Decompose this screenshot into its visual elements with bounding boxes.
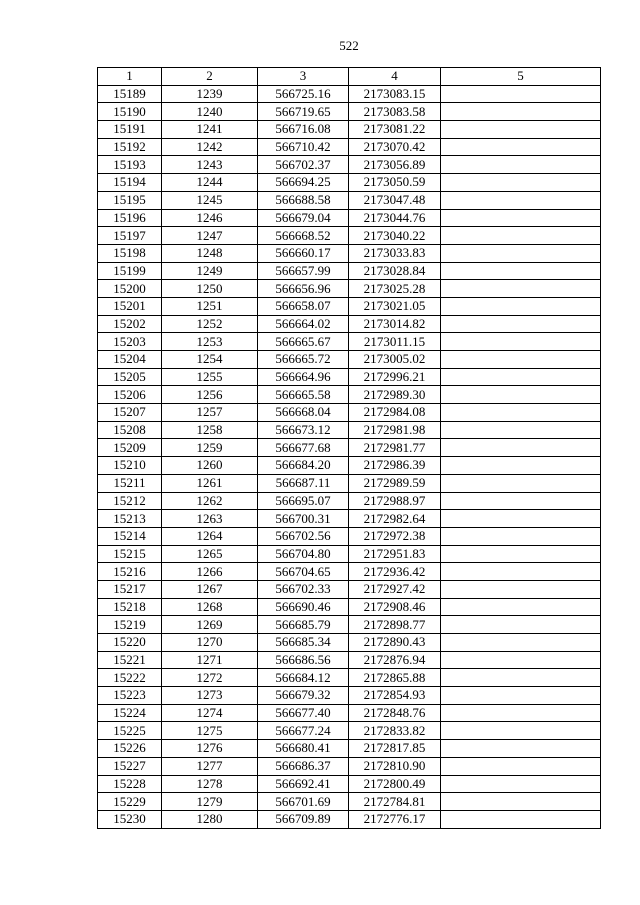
index-cell: 1259 bbox=[162, 439, 258, 457]
table-row bbox=[98, 121, 601, 139]
y-coordinate-cell: 2173081.22 bbox=[349, 121, 441, 139]
y-coordinate-cell: 2172927.42 bbox=[349, 580, 441, 598]
y-coordinate-cell: 2172800.49 bbox=[349, 775, 441, 793]
table-row bbox=[98, 580, 601, 598]
point-number-cell: 15209 bbox=[98, 439, 162, 457]
y-coordinate-cell: 2173056.89 bbox=[349, 156, 441, 174]
table-header bbox=[98, 68, 601, 86]
y-coordinate-cell: 2173044.76 bbox=[349, 209, 441, 227]
note-cell bbox=[441, 580, 601, 598]
y-coordinate-cell: 2173083.15 bbox=[349, 85, 441, 103]
index-cell: 1257 bbox=[162, 404, 258, 422]
x-coordinate-cell: 566677.40 bbox=[258, 704, 349, 722]
y-coordinate-cell: 2172890.43 bbox=[349, 634, 441, 652]
index-cell: 1251 bbox=[162, 297, 258, 315]
table-row bbox=[98, 386, 601, 404]
y-coordinate-cell: 2173025.28 bbox=[349, 280, 441, 298]
table-row bbox=[98, 262, 601, 280]
y-coordinate-cell: 2173033.83 bbox=[349, 244, 441, 262]
x-coordinate-cell: 566680.41 bbox=[258, 740, 349, 758]
index-cell: 1248 bbox=[162, 244, 258, 262]
note-cell bbox=[441, 156, 601, 174]
index-cell: 1277 bbox=[162, 757, 258, 775]
column-header-2: 2 bbox=[162, 68, 258, 86]
point-number-cell: 15214 bbox=[98, 527, 162, 545]
table-row bbox=[98, 474, 601, 492]
index-cell: 1264 bbox=[162, 527, 258, 545]
index-cell: 1267 bbox=[162, 580, 258, 598]
x-coordinate-cell: 566688.58 bbox=[258, 191, 349, 209]
index-cell: 1280 bbox=[162, 810, 258, 828]
table-row bbox=[98, 103, 601, 121]
note-cell bbox=[441, 757, 601, 775]
table-row bbox=[98, 722, 601, 740]
index-cell: 1268 bbox=[162, 598, 258, 616]
point-number-cell: 15227 bbox=[98, 757, 162, 775]
x-coordinate-cell: 566657.99 bbox=[258, 262, 349, 280]
x-coordinate-cell: 566710.42 bbox=[258, 138, 349, 156]
note-cell bbox=[441, 244, 601, 262]
note-cell bbox=[441, 404, 601, 422]
y-coordinate-cell: 2173005.02 bbox=[349, 351, 441, 369]
note-cell bbox=[441, 209, 601, 227]
point-number-cell: 15225 bbox=[98, 722, 162, 740]
table-row bbox=[98, 315, 601, 333]
point-number-cell: 15200 bbox=[98, 280, 162, 298]
index-cell: 1244 bbox=[162, 174, 258, 192]
index-cell: 1274 bbox=[162, 704, 258, 722]
y-coordinate-cell: 2172908.46 bbox=[349, 598, 441, 616]
table-body bbox=[98, 85, 601, 828]
note-cell bbox=[441, 634, 601, 652]
note-cell bbox=[441, 740, 601, 758]
point-number-cell: 15189 bbox=[98, 85, 162, 103]
point-number-cell: 15212 bbox=[98, 492, 162, 510]
y-coordinate-cell: 2172776.17 bbox=[349, 810, 441, 828]
index-cell: 1240 bbox=[162, 103, 258, 121]
index-cell: 1254 bbox=[162, 351, 258, 369]
note-cell bbox=[441, 616, 601, 634]
x-coordinate-cell: 566664.96 bbox=[258, 368, 349, 386]
point-number-cell: 15196 bbox=[98, 209, 162, 227]
point-number-cell: 15224 bbox=[98, 704, 162, 722]
x-coordinate-cell: 566690.46 bbox=[258, 598, 349, 616]
table-row bbox=[98, 227, 601, 245]
x-coordinate-cell: 566709.89 bbox=[258, 810, 349, 828]
y-coordinate-cell: 2172986.39 bbox=[349, 457, 441, 475]
index-cell: 1249 bbox=[162, 262, 258, 280]
table-row bbox=[98, 333, 601, 351]
y-coordinate-cell: 2172865.88 bbox=[349, 669, 441, 687]
x-coordinate-cell: 566665.58 bbox=[258, 386, 349, 404]
note-cell bbox=[441, 262, 601, 280]
point-number-cell: 15223 bbox=[98, 687, 162, 705]
table-row bbox=[98, 156, 601, 174]
x-coordinate-cell: 566658.07 bbox=[258, 297, 349, 315]
note-cell bbox=[441, 174, 601, 192]
note-cell bbox=[441, 421, 601, 439]
index-cell: 1272 bbox=[162, 669, 258, 687]
index-cell: 1243 bbox=[162, 156, 258, 174]
y-coordinate-cell: 2173050.59 bbox=[349, 174, 441, 192]
index-cell: 1270 bbox=[162, 634, 258, 652]
table-row bbox=[98, 687, 601, 705]
x-coordinate-cell: 566668.52 bbox=[258, 227, 349, 245]
table-row bbox=[98, 244, 601, 262]
note-cell bbox=[441, 386, 601, 404]
index-cell: 1239 bbox=[162, 85, 258, 103]
y-coordinate-cell: 2172854.93 bbox=[349, 687, 441, 705]
table-row bbox=[98, 351, 601, 369]
index-cell: 1278 bbox=[162, 775, 258, 793]
x-coordinate-cell: 566695.07 bbox=[258, 492, 349, 510]
point-number-cell: 15197 bbox=[98, 227, 162, 245]
point-number-cell: 15229 bbox=[98, 793, 162, 811]
point-number-cell: 15198 bbox=[98, 244, 162, 262]
note-cell bbox=[441, 227, 601, 245]
x-coordinate-cell: 566701.69 bbox=[258, 793, 349, 811]
index-cell: 1265 bbox=[162, 545, 258, 563]
y-coordinate-cell: 2172981.98 bbox=[349, 421, 441, 439]
index-cell: 1273 bbox=[162, 687, 258, 705]
table-row bbox=[98, 457, 601, 475]
point-number-cell: 15205 bbox=[98, 368, 162, 386]
table-row bbox=[98, 421, 601, 439]
table-row bbox=[98, 616, 601, 634]
y-coordinate-cell: 2173070.42 bbox=[349, 138, 441, 156]
table-row bbox=[98, 439, 601, 457]
x-coordinate-cell: 566704.65 bbox=[258, 563, 349, 581]
point-number-cell: 15191 bbox=[98, 121, 162, 139]
table-row bbox=[98, 793, 601, 811]
point-number-cell: 15217 bbox=[98, 580, 162, 598]
y-coordinate-cell: 2172996.21 bbox=[349, 368, 441, 386]
table-row bbox=[98, 85, 601, 103]
note-cell bbox=[441, 527, 601, 545]
y-coordinate-cell: 2173021.05 bbox=[349, 297, 441, 315]
index-cell: 1271 bbox=[162, 651, 258, 669]
x-coordinate-cell: 566704.80 bbox=[258, 545, 349, 563]
x-coordinate-cell: 566716.08 bbox=[258, 121, 349, 139]
note-cell bbox=[441, 351, 601, 369]
note-cell bbox=[441, 722, 601, 740]
y-coordinate-cell: 2173028.84 bbox=[349, 262, 441, 280]
x-coordinate-cell: 566687.11 bbox=[258, 474, 349, 492]
note-cell bbox=[441, 85, 601, 103]
note-cell bbox=[441, 492, 601, 510]
header-row bbox=[98, 68, 601, 86]
point-number-cell: 15207 bbox=[98, 404, 162, 422]
note-cell bbox=[441, 103, 601, 121]
table-row bbox=[98, 209, 601, 227]
column-header-4: 4 bbox=[349, 68, 441, 86]
x-coordinate-cell: 566668.04 bbox=[258, 404, 349, 422]
table-row bbox=[98, 704, 601, 722]
y-coordinate-cell: 2173014.82 bbox=[349, 315, 441, 333]
x-coordinate-cell: 566725.16 bbox=[258, 85, 349, 103]
note-cell bbox=[441, 687, 601, 705]
table-row bbox=[98, 669, 601, 687]
index-cell: 1253 bbox=[162, 333, 258, 351]
x-coordinate-cell: 566673.12 bbox=[258, 421, 349, 439]
column-header-1: 1 bbox=[98, 68, 162, 86]
note-cell bbox=[441, 368, 601, 386]
point-number-cell: 15195 bbox=[98, 191, 162, 209]
x-coordinate-cell: 566702.33 bbox=[258, 580, 349, 598]
index-cell: 1260 bbox=[162, 457, 258, 475]
point-number-cell: 15202 bbox=[98, 315, 162, 333]
point-number-cell: 15210 bbox=[98, 457, 162, 475]
index-cell: 1242 bbox=[162, 138, 258, 156]
table-row bbox=[98, 545, 601, 563]
point-number-cell: 15190 bbox=[98, 103, 162, 121]
x-coordinate-cell: 566692.41 bbox=[258, 775, 349, 793]
index-cell: 1269 bbox=[162, 616, 258, 634]
table-row bbox=[98, 757, 601, 775]
index-cell: 1250 bbox=[162, 280, 258, 298]
x-coordinate-cell: 566665.67 bbox=[258, 333, 349, 351]
point-number-cell: 15203 bbox=[98, 333, 162, 351]
x-coordinate-cell: 566679.04 bbox=[258, 209, 349, 227]
point-number-cell: 15222 bbox=[98, 669, 162, 687]
y-coordinate-cell: 2173040.22 bbox=[349, 227, 441, 245]
x-coordinate-cell: 566684.12 bbox=[258, 669, 349, 687]
index-cell: 1279 bbox=[162, 793, 258, 811]
x-coordinate-cell: 566700.31 bbox=[258, 510, 349, 528]
point-number-cell: 15219 bbox=[98, 616, 162, 634]
table-row bbox=[98, 297, 601, 315]
index-cell: 1245 bbox=[162, 191, 258, 209]
point-number-cell: 15211 bbox=[98, 474, 162, 492]
note-cell bbox=[441, 191, 601, 209]
y-coordinate-cell: 2172848.76 bbox=[349, 704, 441, 722]
y-coordinate-cell: 2172898.77 bbox=[349, 616, 441, 634]
note-cell bbox=[441, 810, 601, 828]
point-number-cell: 15192 bbox=[98, 138, 162, 156]
x-coordinate-cell: 566685.79 bbox=[258, 616, 349, 634]
point-number-cell: 15228 bbox=[98, 775, 162, 793]
x-coordinate-cell: 566719.65 bbox=[258, 103, 349, 121]
note-cell bbox=[441, 545, 601, 563]
y-coordinate-cell: 2172972.38 bbox=[349, 527, 441, 545]
x-coordinate-cell: 566684.20 bbox=[258, 457, 349, 475]
table-row bbox=[98, 138, 601, 156]
x-coordinate-cell: 566702.56 bbox=[258, 527, 349, 545]
index-cell: 1246 bbox=[162, 209, 258, 227]
table-row bbox=[98, 404, 601, 422]
y-coordinate-cell: 2172988.97 bbox=[349, 492, 441, 510]
point-number-cell: 15199 bbox=[98, 262, 162, 280]
note-cell bbox=[441, 457, 601, 475]
index-cell: 1247 bbox=[162, 227, 258, 245]
y-coordinate-cell: 2172817.85 bbox=[349, 740, 441, 758]
table-row bbox=[98, 651, 601, 669]
table-row bbox=[98, 810, 601, 828]
note-cell bbox=[441, 598, 601, 616]
table-row bbox=[98, 775, 601, 793]
note-cell bbox=[441, 121, 601, 139]
point-number-cell: 15230 bbox=[98, 810, 162, 828]
table-row bbox=[98, 174, 601, 192]
index-cell: 1256 bbox=[162, 386, 258, 404]
y-coordinate-cell: 2172876.94 bbox=[349, 651, 441, 669]
x-coordinate-cell: 566686.56 bbox=[258, 651, 349, 669]
point-number-cell: 15204 bbox=[98, 351, 162, 369]
table-row bbox=[98, 492, 601, 510]
note-cell bbox=[441, 297, 601, 315]
y-coordinate-cell: 2172989.59 bbox=[349, 474, 441, 492]
x-coordinate-cell: 566702.37 bbox=[258, 156, 349, 174]
y-coordinate-cell: 2172784.81 bbox=[349, 793, 441, 811]
table-row bbox=[98, 368, 601, 386]
table-row bbox=[98, 598, 601, 616]
index-cell: 1252 bbox=[162, 315, 258, 333]
note-cell bbox=[441, 793, 601, 811]
x-coordinate-cell: 566685.34 bbox=[258, 634, 349, 652]
x-coordinate-cell: 566677.24 bbox=[258, 722, 349, 740]
table-row bbox=[98, 510, 601, 528]
table-row bbox=[98, 527, 601, 545]
index-cell: 1276 bbox=[162, 740, 258, 758]
point-number-cell: 15220 bbox=[98, 634, 162, 652]
y-coordinate-cell: 2172833.82 bbox=[349, 722, 441, 740]
note-cell bbox=[441, 510, 601, 528]
point-number-cell: 15216 bbox=[98, 563, 162, 581]
note-cell bbox=[441, 138, 601, 156]
column-header-5: 5 bbox=[441, 68, 601, 86]
point-number-cell: 15208 bbox=[98, 421, 162, 439]
index-cell: 1275 bbox=[162, 722, 258, 740]
x-coordinate-cell: 566664.02 bbox=[258, 315, 349, 333]
y-coordinate-cell: 2172982.64 bbox=[349, 510, 441, 528]
x-coordinate-cell: 566679.32 bbox=[258, 687, 349, 705]
y-coordinate-cell: 2173011.15 bbox=[349, 333, 441, 351]
point-number-cell: 15226 bbox=[98, 740, 162, 758]
note-cell bbox=[441, 651, 601, 669]
y-coordinate-cell: 2173083.58 bbox=[349, 103, 441, 121]
note-cell bbox=[441, 669, 601, 687]
x-coordinate-cell: 566656.96 bbox=[258, 280, 349, 298]
index-cell: 1266 bbox=[162, 563, 258, 581]
note-cell bbox=[441, 280, 601, 298]
x-coordinate-cell: 566694.25 bbox=[258, 174, 349, 192]
x-coordinate-cell: 566677.68 bbox=[258, 439, 349, 457]
y-coordinate-cell: 2172810.90 bbox=[349, 757, 441, 775]
table-row bbox=[98, 280, 601, 298]
note-cell bbox=[441, 333, 601, 351]
y-coordinate-cell: 2172981.77 bbox=[349, 439, 441, 457]
y-coordinate-cell: 2173047.48 bbox=[349, 191, 441, 209]
point-number-cell: 15193 bbox=[98, 156, 162, 174]
note-cell bbox=[441, 474, 601, 492]
table-row bbox=[98, 740, 601, 758]
coordinates-table bbox=[97, 67, 601, 829]
index-cell: 1263 bbox=[162, 510, 258, 528]
point-number-cell: 15221 bbox=[98, 651, 162, 669]
point-number-cell: 15218 bbox=[98, 598, 162, 616]
page-number: 522 bbox=[339, 38, 359, 53]
note-cell bbox=[441, 563, 601, 581]
index-cell: 1258 bbox=[162, 421, 258, 439]
x-coordinate-cell: 566665.72 bbox=[258, 351, 349, 369]
table-row bbox=[98, 563, 601, 581]
index-cell: 1255 bbox=[162, 368, 258, 386]
note-cell bbox=[441, 775, 601, 793]
y-coordinate-cell: 2172951.83 bbox=[349, 545, 441, 563]
index-cell: 1261 bbox=[162, 474, 258, 492]
point-number-cell: 15201 bbox=[98, 297, 162, 315]
y-coordinate-cell: 2172936.42 bbox=[349, 563, 441, 581]
table-row bbox=[98, 191, 601, 209]
point-number-cell: 15215 bbox=[98, 545, 162, 563]
index-cell: 1241 bbox=[162, 121, 258, 139]
x-coordinate-cell: 566686.37 bbox=[258, 757, 349, 775]
note-cell bbox=[441, 439, 601, 457]
y-coordinate-cell: 2172984.08 bbox=[349, 404, 441, 422]
point-number-cell: 15206 bbox=[98, 386, 162, 404]
point-number-cell: 15194 bbox=[98, 174, 162, 192]
column-header-3: 3 bbox=[258, 68, 349, 86]
y-coordinate-cell: 2172989.30 bbox=[349, 386, 441, 404]
table-row bbox=[98, 634, 601, 652]
note-cell bbox=[441, 315, 601, 333]
note-cell bbox=[441, 704, 601, 722]
index-cell: 1262 bbox=[162, 492, 258, 510]
point-number-cell: 15213 bbox=[98, 510, 162, 528]
x-coordinate-cell: 566660.17 bbox=[258, 244, 349, 262]
